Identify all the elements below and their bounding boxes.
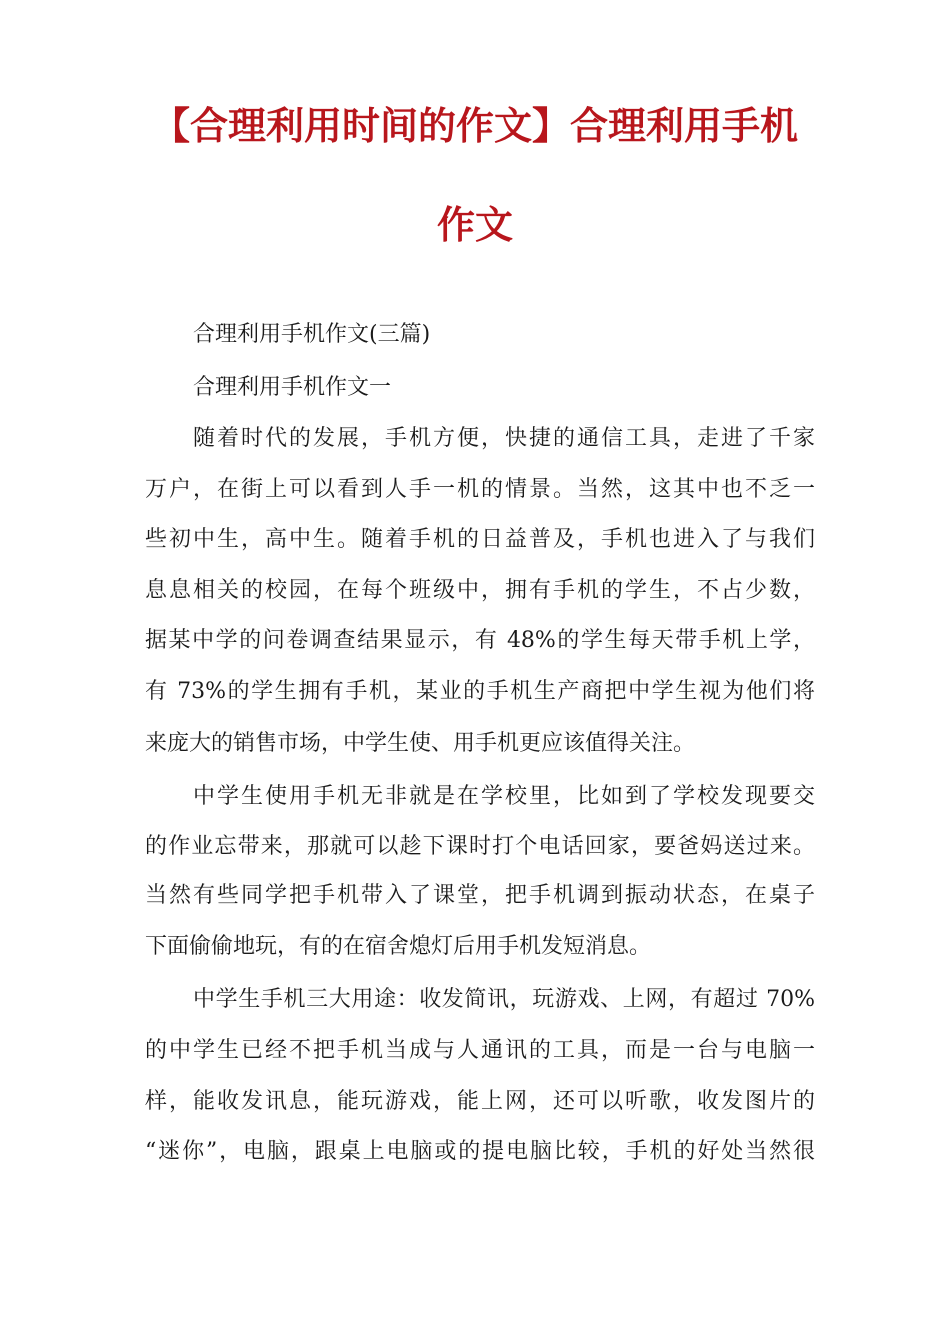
document-title-line-1: 【合理利用时间的作文】合理利用手机 — [151, 104, 798, 148]
paragraph-1-line-4: 息息相关的校园，在每个班级中，拥有手机的学生，不占少数， — [145, 578, 815, 603]
essay-subheading: 合理利用手机作文一 — [193, 375, 392, 400]
paragraph-1-line-5: 据某中学的问卷调查结果显示，有 48%的学生每天带手机上学， — [145, 628, 815, 653]
collection-subheading: 合理利用手机作文(三篇) — [193, 322, 431, 347]
paragraph-1-line-2: 万户，在街上可以看到人手一机的情景。当然，这其中也不乏一 — [145, 477, 815, 502]
paragraph-2-line-2: 的作业忘带来，那就可以趁下课时打个电话回家，要爸妈送过来。 — [145, 834, 815, 859]
paragraph-3-line-3: 样，能收发讯息，能玩游戏，能上网，还可以听歌，收发图片的 — [145, 1089, 815, 1114]
paragraph-3-line-1: 中学生手机三大用途：收发简讯，玩游戏、上网，有超过 70% — [193, 987, 815, 1012]
paragraph-2-line-4: 下面偷偷地玩，有的在宿舍熄灯后用手机发短消息。 — [145, 934, 652, 959]
paragraph-1-line-6: 有 73%的学生拥有手机，某业的手机生产商把中学生视为他们将 — [145, 679, 815, 704]
paragraph-3-line-2: 的中学生已经不把手机当成与人通讯的工具，而是一台与电脑一 — [145, 1038, 815, 1063]
paragraph-2-line-1: 中学生使用手机无非就是在学校里，比如到了学校发现要交 — [193, 784, 815, 809]
paragraph-1-line-7: 来庞大的销售市场，中学生使、用手机更应该值得关注。 — [145, 731, 696, 756]
paragraph-1-line-3: 些初中生，高中生。随着手机的日益普及，手机也进入了与我们 — [145, 527, 815, 552]
paragraph-1-line-1: 随着时代的发展，手机方便，快捷的通信工具，走进了千家 — [193, 426, 815, 451]
document-title-line-2: 作文 — [436, 203, 513, 247]
paragraph-3-line-4: “迷你”，电脑，跟桌上电脑或的提电脑比较，手机的好处当然很 — [145, 1139, 815, 1164]
paragraph-2-line-3: 当然有些同学把手机带入了课堂，把手机调到振动状态，在桌子 — [145, 883, 815, 908]
